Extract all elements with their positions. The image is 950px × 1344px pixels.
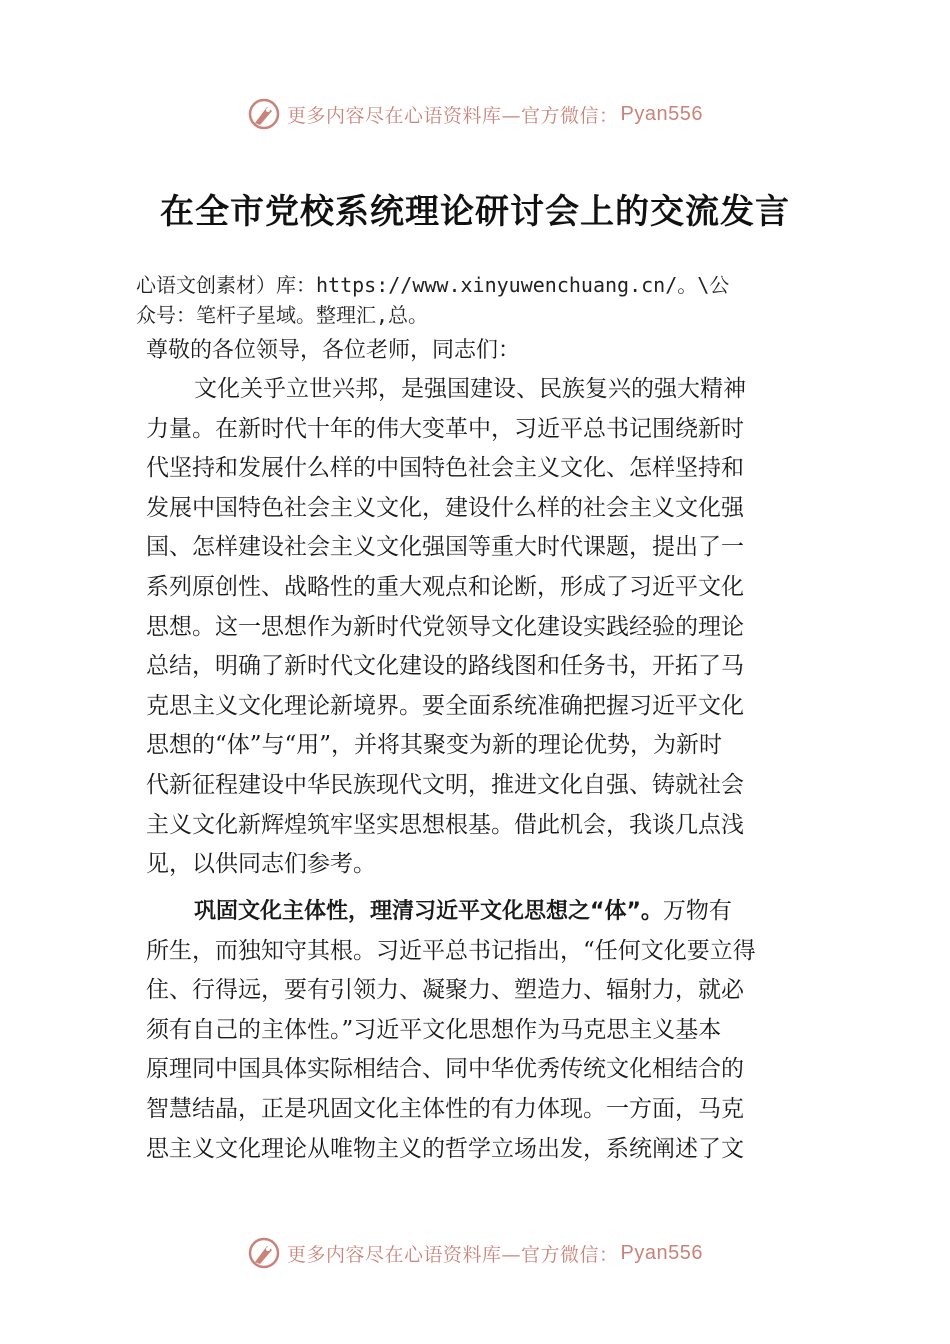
paragraph-line: 克思主义文化理论新境界。要全面系统准确把握习近平文化 — [146, 692, 744, 719]
banner-text: 更多内容尽在心语资料库—官方微信： — [287, 104, 619, 127]
source-line: 众号：笔杆子星域。整理汇,总。 — [136, 303, 429, 327]
section-heading: 巩固文化主体性，理清习近平文化思想之“体”。 — [194, 899, 663, 924]
paragraph-first-line — [146, 892, 816, 932]
pen-nib-logo-icon — [247, 97, 281, 131]
paragraph-line: 力量。在新时代十年的伟大变革中，习近平总书记围绕新时 — [146, 415, 744, 442]
paragraph-line: 智慧结晶，正是巩固文化主体性的有力体现。一方面，马克 — [146, 1095, 744, 1122]
paragraph-line: 思主义文化理论从唯物主义的哲学立场出发，系统阐述了文 — [146, 1135, 744, 1162]
paragraph-text: 万物有 — [662, 898, 732, 924]
footer-banner — [0, 1233, 950, 1273]
banner-wechat-handle: Pyan556 — [620, 1241, 703, 1264]
paragraph-line: 住、行得远，要有引领力、凝聚力、塑造力、辐射力，就必 — [146, 977, 744, 1004]
paragraph-intro — [146, 370, 816, 885]
paragraph-line: 见，以供同志们参考。 — [146, 851, 376, 878]
paragraph-line: 代新征程建设中华民族现代文明，推进文化自强、铸就社会 — [146, 771, 744, 798]
pen-nib-logo-icon — [247, 1236, 281, 1270]
paragraph-section-1 — [146, 892, 816, 1169]
paragraph-line: 原理同中国具体实际相结合、同中华优秀传统文化相结合的 — [146, 1056, 744, 1083]
paragraph-line: 系列原创性、战略性的重大观点和论断，形成了习近平文化 — [146, 573, 744, 600]
paragraph-line: 总结，明确了新时代文化建设的路线图和任务书，开拓了马 — [146, 653, 744, 680]
paragraph-line: 须有自己的主体性。”习近平文化思想作为马克思主义基本 — [146, 1016, 722, 1043]
document-title: 在全市党校系统理论研讨会上的交流发言 — [160, 192, 790, 232]
banner-wechat-handle: Pyan556 — [620, 102, 703, 125]
paragraph-line: 思想的“体”与“用”，并将其聚变为新的理论优势，为新时 — [146, 732, 723, 759]
paragraph-line: 国、怎样建设社会主义文化强国等重大时代课题，提出了一 — [146, 534, 744, 561]
paragraph-line: 所生，而独知守其根。习近平总书记指出，“任何文化要立得 — [146, 937, 756, 964]
source-note — [136, 270, 816, 330]
paragraph-line: 文化关乎立世兴邦，是强国建设、民族复兴的强大精神 — [194, 376, 746, 402]
paragraph-line: 发展中国特色社会主义文化，建设什么样的社会主义文化强 — [146, 494, 744, 521]
salutation: 尊敬的各位领导，各位老师，同志们： — [146, 338, 521, 363]
paragraph-line: 代坚持和发展什么样的中国特色社会主义文化、怎样坚持和 — [146, 455, 744, 482]
paragraph-line: 思想。这一思想作为新时代党领导文化建设实践经验的理论 — [146, 613, 744, 640]
banner-text: 更多内容尽在心语资料库—官方微信： — [287, 1243, 619, 1266]
header-banner — [0, 94, 950, 134]
source-line: 心语文创素材）库：https://www.xinyuwenchuang.cn/。\公 — [136, 273, 730, 297]
paragraph-line: 主义文化新辉煌筑牢坚实思想根基。借此机会，我谈几点浅 — [146, 811, 744, 838]
